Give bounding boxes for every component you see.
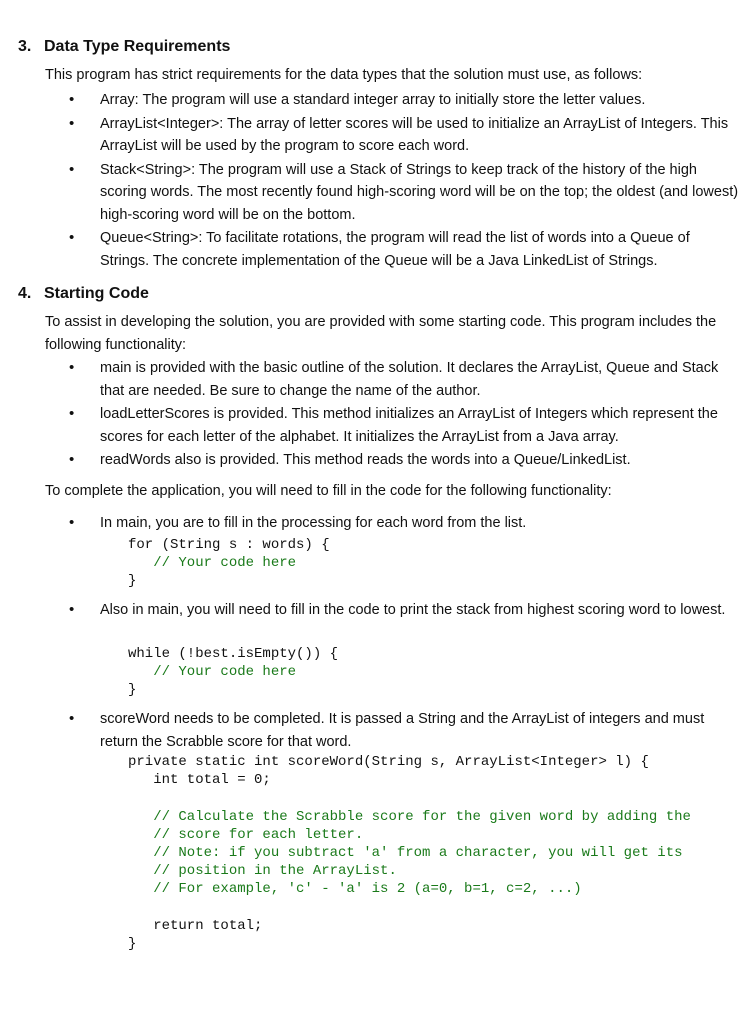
code-blank-line xyxy=(128,899,691,917)
code-comment: // For example, 'c' - 'a' is 2 (a=0, b=1, c=2, ...) xyxy=(128,881,582,898)
code-block-for-loop xyxy=(128,536,330,591)
bullet-array: • Array: The program will use a standard integer array to initially store the letter values. xyxy=(45,89,740,112)
section-3-bullet-list xyxy=(45,89,740,273)
section-4-bullet-list xyxy=(45,357,740,473)
bullet-arraylist: • ArrayList<Integer>: The array of letter scores will be used to initialize an ArrayList of Integers. This ArrayList will be used by the program to score each word. xyxy=(45,113,740,158)
task-process-words: • In main, you are to fill in the processing for each word from the list. xyxy=(45,512,740,535)
section-4-heading xyxy=(18,285,149,303)
code-comment: // position in the ArrayList. xyxy=(128,863,397,880)
bullet-stack: • Stack<String>: The program will use a Stack of Strings to keep track of the history of the high scoring words. The most recently found high-scoring word will be on the top; the oldest (and lowest) high-scoring word will be on the bottom. xyxy=(45,159,740,227)
code-comment: // Your code here xyxy=(128,664,297,681)
bullet-readwords: • readWords also is provided. This method reads the words into a Queue/LinkedList. xyxy=(45,449,740,472)
task-print-stack: • Also in main, you will need to fill in the code to print the stack from highest scoring word to lowest. xyxy=(45,599,740,622)
section-3-title: Data Type Requirements xyxy=(44,38,231,55)
code-comment: // Note: if you subtract 'a' from a character, you will get its xyxy=(128,845,683,862)
code-block-score-word xyxy=(128,753,691,953)
section-4-number: 4. xyxy=(18,285,32,302)
code-blank-line xyxy=(128,789,691,807)
section-4-title: Starting Code xyxy=(44,285,149,302)
code-comment: // Calculate the Scrabble score for the given word by adding the xyxy=(128,808,691,825)
code-line: for (String s : words) { xyxy=(128,537,330,553)
bullet-loadletterscores: • loadLetterScores is provided. This method initializes an ArrayList of Integers which represent the scores for each letter of the alphabet. It initializes the ArrayList from a Java array. xyxy=(45,403,740,448)
code-comment: // Your code here xyxy=(128,555,297,572)
section-3-heading xyxy=(18,38,230,56)
bullet-main: • main is provided with the basic outline of the solution. It declares the ArrayList, Queue and Stack that are needed. Be sure to change the name of the author. xyxy=(45,357,740,402)
code-line: } xyxy=(128,682,137,699)
code-line: private static int scoreWord(String s, ArrayList<Integer> l) { xyxy=(128,754,649,770)
section-4-intro: To assist in developing the solution, you are provided with some starting code. This program includes the following functionality: xyxy=(45,314,717,353)
section-3-intro: This program has strict requirements for the data types that the solution must use, as follows: xyxy=(45,67,643,83)
code-line: } xyxy=(128,573,137,590)
code-line: int total = 0; xyxy=(128,772,271,789)
code-line: return total; xyxy=(128,917,263,934)
code-comment: // score for each letter. xyxy=(128,826,364,843)
code-line: while (!best.isEmpty()) { xyxy=(128,646,339,662)
complete-intro: To complete the application, you will need to fill in the code for the following functionality: xyxy=(45,483,612,499)
code-block-while-loop xyxy=(128,645,338,700)
task-score-word: • scoreWord needs to be completed. It is passed a String and the ArrayList of integers and must return the Scrabble score for that word. xyxy=(45,708,740,753)
code-line: } xyxy=(128,936,137,953)
bullet-queue: • Queue<String>: To facilitate rotations, the program will read the list of words into a Queue of Strings. The concrete implementation of the Queue will be a Java LinkedList of Strings. xyxy=(45,227,740,272)
section-3-number: 3. xyxy=(18,38,32,55)
